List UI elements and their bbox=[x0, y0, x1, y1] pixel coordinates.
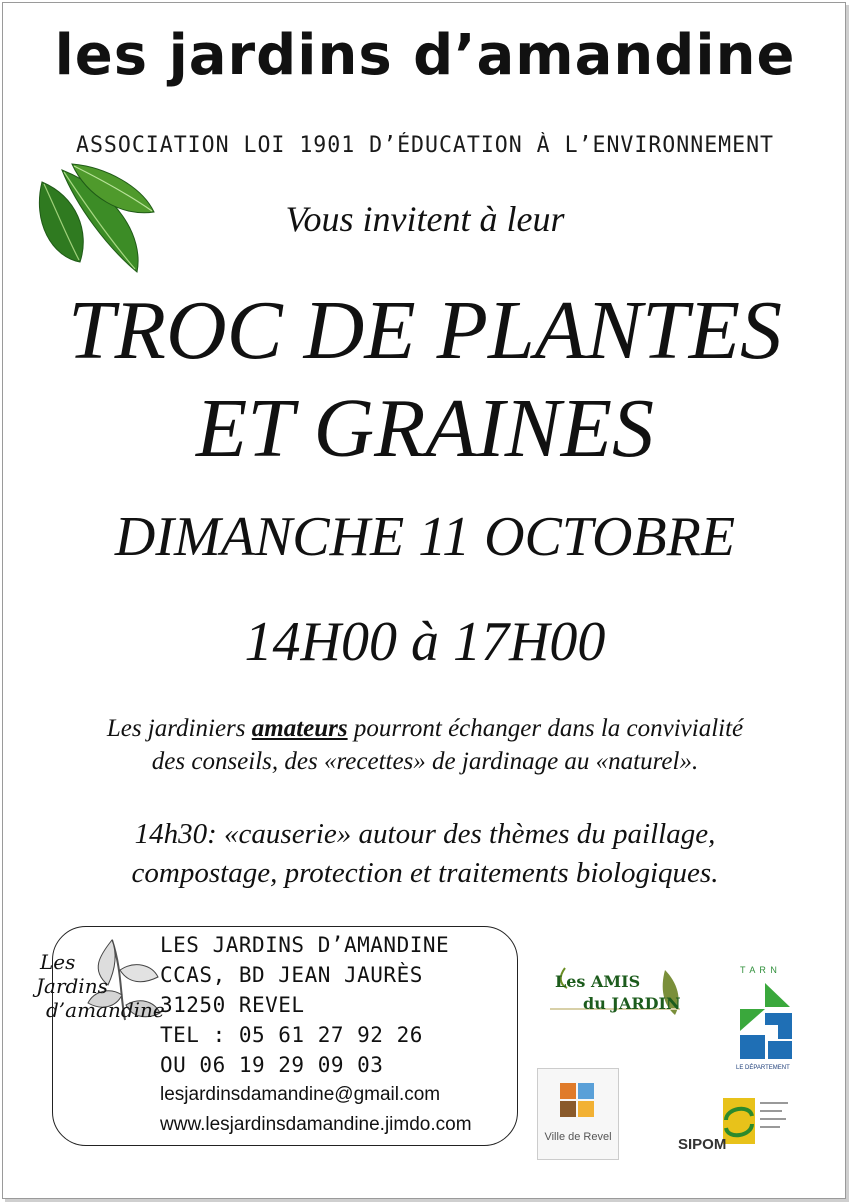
talk-line-2: compostage, protection et traitements biologiques. bbox=[131, 857, 719, 889]
description-text-b: pourront échanger dans la convivialité bbox=[347, 715, 744, 742]
contact-website-link[interactable]: www.lesjardinsdamandine.jimdo.com bbox=[160, 1114, 472, 1135]
event-title bbox=[0, 282, 850, 478]
description-emphasis: amateurs bbox=[251, 715, 348, 742]
contact-phone-1: TEL : 05 61 27 92 26 bbox=[160, 1023, 423, 1047]
revel-emblem bbox=[538, 1075, 618, 1135]
contact-phone-2: OU 06 19 29 09 03 bbox=[160, 1053, 384, 1077]
description-text-a: Les jardiniers bbox=[106, 715, 252, 742]
contact-address-street: CCAS, BD JEAN JAURÈS bbox=[160, 963, 423, 987]
event-hours: 14H00 à 17H00 bbox=[244, 611, 606, 673]
revel-label: Ville de Revel bbox=[544, 1131, 612, 1143]
sipom-label: SIPOM bbox=[678, 1136, 727, 1153]
event-description bbox=[40, 712, 810, 778]
contact-email-link[interactable]: lesjardinsdamandine@gmail.com bbox=[160, 1084, 441, 1105]
assoc-logo-line-2: Jardins bbox=[36, 974, 108, 998]
ville-de-revel-logo bbox=[537, 1068, 619, 1160]
association-logo-text bbox=[32, 950, 165, 1022]
amis-logo-line-1: Les AMIS bbox=[555, 972, 641, 991]
description-line-1 bbox=[40, 712, 810, 745]
brand-subtitle: ASSOCIATION LOI 1901 D’ÉDUCATION À L’ENVIRONNEMENT bbox=[75, 133, 775, 158]
contact-address-city: 31250 REVEL bbox=[160, 993, 305, 1017]
amis-du-jardin-logo bbox=[545, 960, 690, 1030]
description-line-2: des conseils, des «recettes» de jardinage au «naturel». bbox=[151, 748, 699, 775]
sipom-logo bbox=[678, 1090, 793, 1155]
tarn-department-logo bbox=[730, 965, 800, 1080]
event-title-line-2: ET GRAINES bbox=[195, 382, 655, 475]
event-title-line-1: TROC DE PLANTES bbox=[67, 284, 783, 377]
tarn-label: T A R N bbox=[740, 965, 778, 975]
assoc-logo-line-3: d’amandine bbox=[46, 998, 165, 1022]
amis-logo-line-2: du JARDIN bbox=[583, 994, 681, 1013]
brand-title: les jardins d’amandine bbox=[54, 23, 796, 88]
contact-name: LES JARDINS D’AMANDINE bbox=[160, 933, 450, 957]
assoc-logo-line-1: Les bbox=[40, 950, 76, 974]
contact-details bbox=[160, 930, 520, 1140]
event-date: DIMANCHE 11 OCTOBRE bbox=[114, 506, 736, 568]
tarn-caption: LE DÉPARTEMENT bbox=[736, 1065, 790, 1071]
tarn-emblem bbox=[730, 979, 800, 1064]
talk-announcement bbox=[40, 815, 810, 893]
talk-line-1: 14h30: «causerie» autour des thèmes du paillage, bbox=[134, 818, 716, 850]
invitation-line: Vous invitent à leur bbox=[285, 199, 565, 239]
